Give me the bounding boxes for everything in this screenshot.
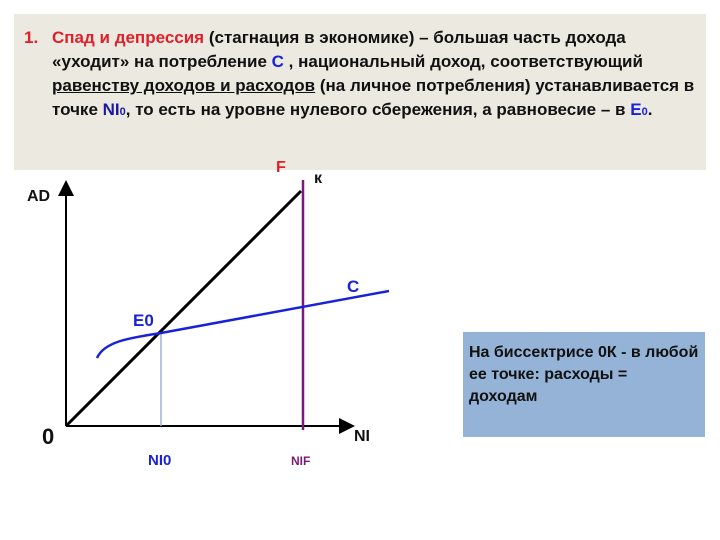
intro-ni0-main: NI (102, 100, 120, 119)
y-axis-label: AD (27, 188, 51, 205)
nif-label: NIF (291, 454, 311, 468)
intro-heading: Спад и депрессия (52, 28, 205, 47)
intro-c-letter: С (271, 52, 284, 71)
intro-ni0-sub: 0 (119, 106, 126, 118)
f-label: F (276, 159, 286, 176)
intro-text-3: (на личное потребления) устанавливается в точке (52, 76, 695, 119)
k-label: к (314, 170, 323, 187)
c-label: C (347, 277, 360, 296)
bisector-line-0k (66, 191, 301, 426)
note-text: На биссектрисе 0К - в любой ее точке: расходы = доходам (469, 344, 699, 405)
e0-label: E0 (133, 311, 154, 330)
list-number: 1. (24, 28, 39, 47)
intro-text-2: , национальный доход, соответствующий (283, 52, 643, 71)
intro-e0-main: Е (630, 100, 642, 119)
intro-text-4: , то есть на уровне нулевого сбережения, а равновесие – в (125, 100, 631, 119)
origin-label: 0 (42, 424, 55, 449)
x-axis-label: NI (354, 428, 370, 445)
note-box (463, 332, 705, 437)
intro-text-1: (стагнация в экономике) – большая часть дохода «уходит» на потребление (52, 28, 626, 71)
ni0-label: NI0 (148, 452, 172, 469)
intro-e0-sub: 0 (641, 106, 648, 118)
intro-underlined: равенству доходов и расходов (52, 76, 316, 95)
intro-text-5: . (647, 100, 653, 119)
